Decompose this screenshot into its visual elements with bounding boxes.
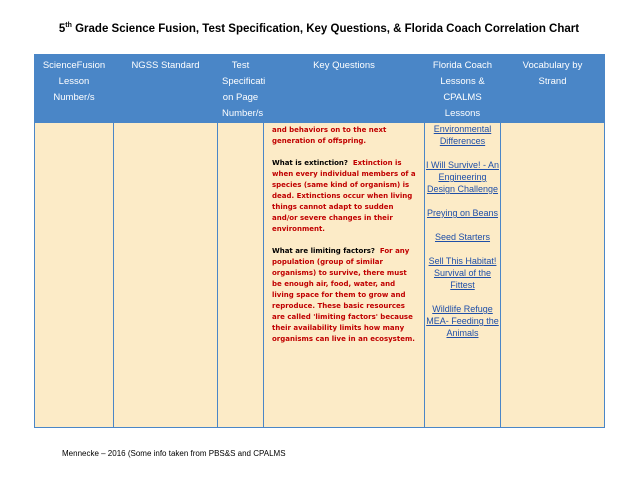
lesson-link-preying-on-beans[interactable]: Preying on Beans: [426, 208, 499, 218]
cell-ngss-standard: [114, 123, 218, 428]
cell-vocabulary: [501, 123, 605, 428]
lesson-link-sell-this-habitat[interactable]: Sell This Habitat!: [428, 256, 497, 266]
lesson-link-wildlife-refuge[interactable]: Wildlife Refuge MEA- Feeding the Animals: [426, 304, 499, 338]
title-prefix: 5: [58, 22, 66, 35]
page-title: [0, 22, 638, 35]
correlation-table: [34, 54, 605, 428]
lesson-link-environmental-differences[interactable]: Environmental Differences: [433, 124, 492, 146]
page-footer: Mennecke – 2016 (Some info taken from PBS&S and CPALMS: [62, 449, 286, 458]
lesson-link-survival-of-the-fittest[interactable]: Survival of the Fittest: [433, 268, 492, 290]
cell-sciencefusion-lesson: [35, 123, 114, 428]
cell-test-specification: [218, 123, 264, 428]
header-sciencefusion-lesson: ScienceFusion Lesson Number/s: [35, 55, 114, 123]
title-superscript: th: [65, 22, 72, 29]
header-florida-coach-lessons: Florida Coach Lessons & CPALMS Lessons: [425, 55, 501, 123]
table-row: [35, 123, 605, 428]
key-answer-extinction: Extinction is when every individual members of a species (same kind of organism) is dead. Extinctions occur when living things cannot adapt to sudden and/or severe changes in their environment.: [272, 159, 416, 233]
key-question-text: and behaviors on to the next generation of offspring.: [272, 126, 387, 145]
cell-florida-coach-lessons: [425, 123, 501, 428]
lesson-link-seed-starters[interactable]: Seed Starters: [434, 232, 491, 242]
key-question-limiting-factors: What are limiting factors?: [272, 247, 375, 255]
key-question-extinction: What is extinction?: [272, 159, 348, 167]
title-text: Grade Science Fusion, Test Specification, Key Questions, & Florida Coach Correlation Chart: [71, 22, 580, 35]
cell-key-questions: [264, 123, 425, 428]
header-key-questions: Key Questions: [264, 55, 425, 123]
table-header-row: [35, 55, 605, 123]
key-answer-limiting-factors: For any population (group of similar organisms) to survive, there must be enough air, food, water, and living space for them to grow and reproduce. These basic resources are called 'limiting factors' because their availability limits how many organisms can live in an ecosystem.: [272, 247, 415, 343]
header-test-specification: Test Specificati on Page Number/s: [218, 55, 264, 123]
header-vocabulary: Vocabulary by Strand: [501, 55, 605, 123]
lesson-link-i-will-survive[interactable]: I Will Survive! - An Engineering Design Challenge: [425, 160, 499, 194]
header-ngss-standard: NGSS Standard: [114, 55, 218, 123]
